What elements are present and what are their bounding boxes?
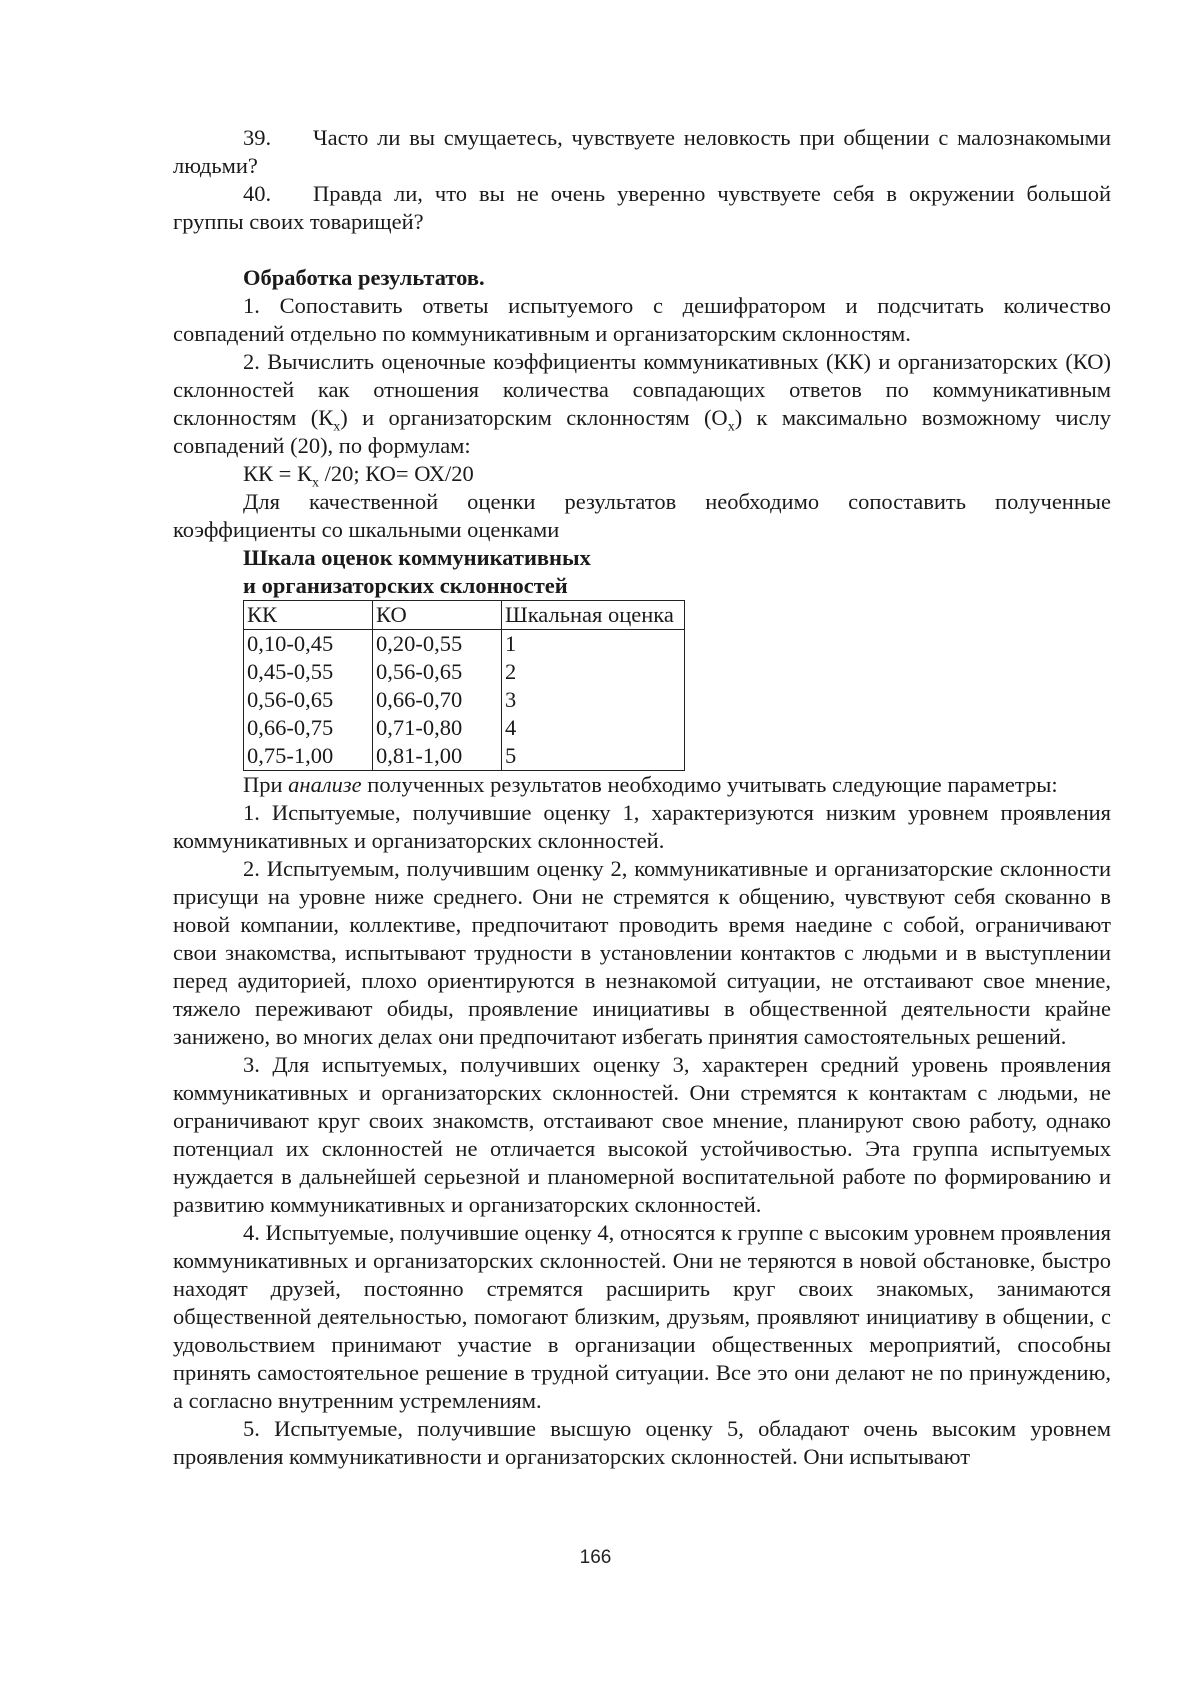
formula-text-a: КК = К: [243, 461, 312, 486]
subscript: х: [333, 419, 341, 435]
step2-text-a: 2. Вычислить оценочные коэффициенты коммуникативных (КК) и организаторских (КО) склонностей как отношения количества совпадающих ответов по коммуникативным склонностям (К: [173, 349, 1111, 430]
subscript: х: [311, 475, 319, 491]
table-cell: 0,56-0,65: [373, 658, 502, 686]
scale-table: [243, 600, 685, 771]
table-title-line-2: и организаторских склонностей: [243, 573, 568, 598]
table-row: [244, 686, 685, 714]
table-header-kk: КК: [244, 601, 373, 630]
table-cell: 0,66-0,75: [244, 714, 373, 742]
comparison-paragraph: Для качественной оценки результатов необходимо сопоставить полученные коэффициенты со шкальными оценками: [173, 489, 1111, 542]
table-cell: 0,81-1,00: [373, 742, 502, 771]
analysis-paragraph-3: 3. Для испытуемых, получивших оценку 3, характерен средний уровень проявления коммуникативных и организаторских склонностей. Они стремятся к контактам с людьми, не ограничивают круг своих знакомств, отстаивают свое мнение, планируют свою работу, однако потенциал их склонностей не отличается высокой устойчивостью. Эта группа испытуемых нуждается в дальнейшей серьезной и планомерной воспитательной работе по формированию и развитию коммуникативных и организаторских склонностей.: [173, 1052, 1111, 1217]
question-40: [173, 180, 1111, 236]
analysis-intro-a: При: [243, 772, 289, 797]
table-cell: 0,66-0,70: [373, 686, 502, 714]
question-number: 40.: [243, 181, 272, 206]
document-page: [173, 124, 1111, 1471]
table-cell: 0,71-0,80: [373, 714, 502, 742]
spacer: [173, 236, 1111, 264]
analysis-paragraph-1: 1. Испытуемые, получившие оценку 1, характеризуются низким уровнем проявления коммуникативных и организаторских склонностей.: [173, 800, 1111, 853]
table-cell: 5: [502, 742, 685, 771]
table-row: [244, 630, 685, 659]
table-cell: 0,10-0,45: [244, 630, 373, 659]
table-cell: 2: [502, 658, 685, 686]
analysis-paragraph-4: 4. Испытуемые, получившие оценку 4, относятся к группе с высоким уровнем проявления коммуникативных и организаторских склонностей. Они не теряются в новой обстановке, быстро находят друзей, постоянно стремятся расширить круг своих знакомых, занимаются общественной деятельностью, помогают близким, друзьям, проявляют инициативу в общении, с удовольствием принимают участие в организации общественных мероприятий, способны принять самостоятельное решение в трудной ситуации. Все это они делают не по принуждению, а согласно внутренним устремлениям.: [173, 1220, 1111, 1413]
table-header-score: Шкальная оценка: [502, 601, 685, 630]
question-text: Часто ли вы смущаетесь, чувствуете неловкость при общении с малознакомыми людьми?: [173, 125, 1111, 178]
page-number: 166: [579, 1547, 612, 1568]
analysis-intro: [173, 771, 1111, 799]
processing-step-1: 1. Сопоставить ответы испытуемого с дешифратором и подсчитать количество совпадений отдельно по коммуникативным и организаторским склонностям.: [173, 293, 1111, 346]
question-text: Правда ли, что вы не очень уверенно чувствуете себя в окружении большой группы своих товарищей?: [173, 181, 1111, 234]
analysis-intro-emphasis: анализе: [288, 772, 362, 797]
table-cell: 1: [502, 630, 685, 659]
processing-step-2: [173, 348, 1111, 460]
table-cell: 0,20-0,55: [373, 630, 502, 659]
question-39: [173, 124, 1111, 180]
table-cell: 3: [502, 686, 685, 714]
table-cell: 0,45-0,55: [244, 658, 373, 686]
table-cell: 0,56-0,65: [244, 686, 373, 714]
analysis-paragraph-2: 2. Испытуемым, получившим оценку 2, коммуникативные и организаторские склонности присущи на уровне ниже среднего. Они не стремятся к общению, чувствуют себя скованно в новой компании, коллективе, предпочитают проводить время наедине с собой, ограничивают свои знакомства, испытывают трудности в установлении контактов с людьми и в выступлении перед аудиторией, плохо ориентируются в незнакомой ситуации, не отстаивают свое мнение, тяжело переживают обиды, проявление инициативы в общественной деятельности крайне занижено, во многих делах они предпочитают избегать принятия самостоятельных решений.: [173, 856, 1111, 1049]
analysis-paragraph-5: 5. Испытуемые, получившие высшую оценку 5, обладают очень высоким уровнем проявления коммуникативности и организаторских склонностей. Они испытывают: [173, 1416, 1111, 1469]
step2-text-b: ) и организаторским склонностям (О: [340, 405, 728, 430]
analysis-intro-b: полученных результатов необходимо учитывать следующие параметры:: [361, 772, 1058, 797]
table-title-line-1: Шкала оценок коммуникативных: [243, 545, 591, 570]
table-cell: 0,75-1,00: [244, 742, 373, 771]
question-number: 39.: [243, 125, 272, 150]
table-row: [244, 714, 685, 742]
table-header-row: [244, 601, 685, 630]
table-cell: 4: [502, 714, 685, 742]
formula-text-b: /20; КО= ОХ/20: [318, 461, 474, 486]
step2-text-c: ) к максимально возможному числу совпадений (20), по формулам:: [173, 405, 1111, 458]
section-heading: Обработка результатов.: [243, 265, 485, 290]
table-header-ko: КО: [373, 601, 502, 630]
table-row: [244, 742, 685, 771]
subscript: х: [727, 419, 735, 435]
formula: [173, 460, 1111, 491]
table-row: [244, 658, 685, 686]
